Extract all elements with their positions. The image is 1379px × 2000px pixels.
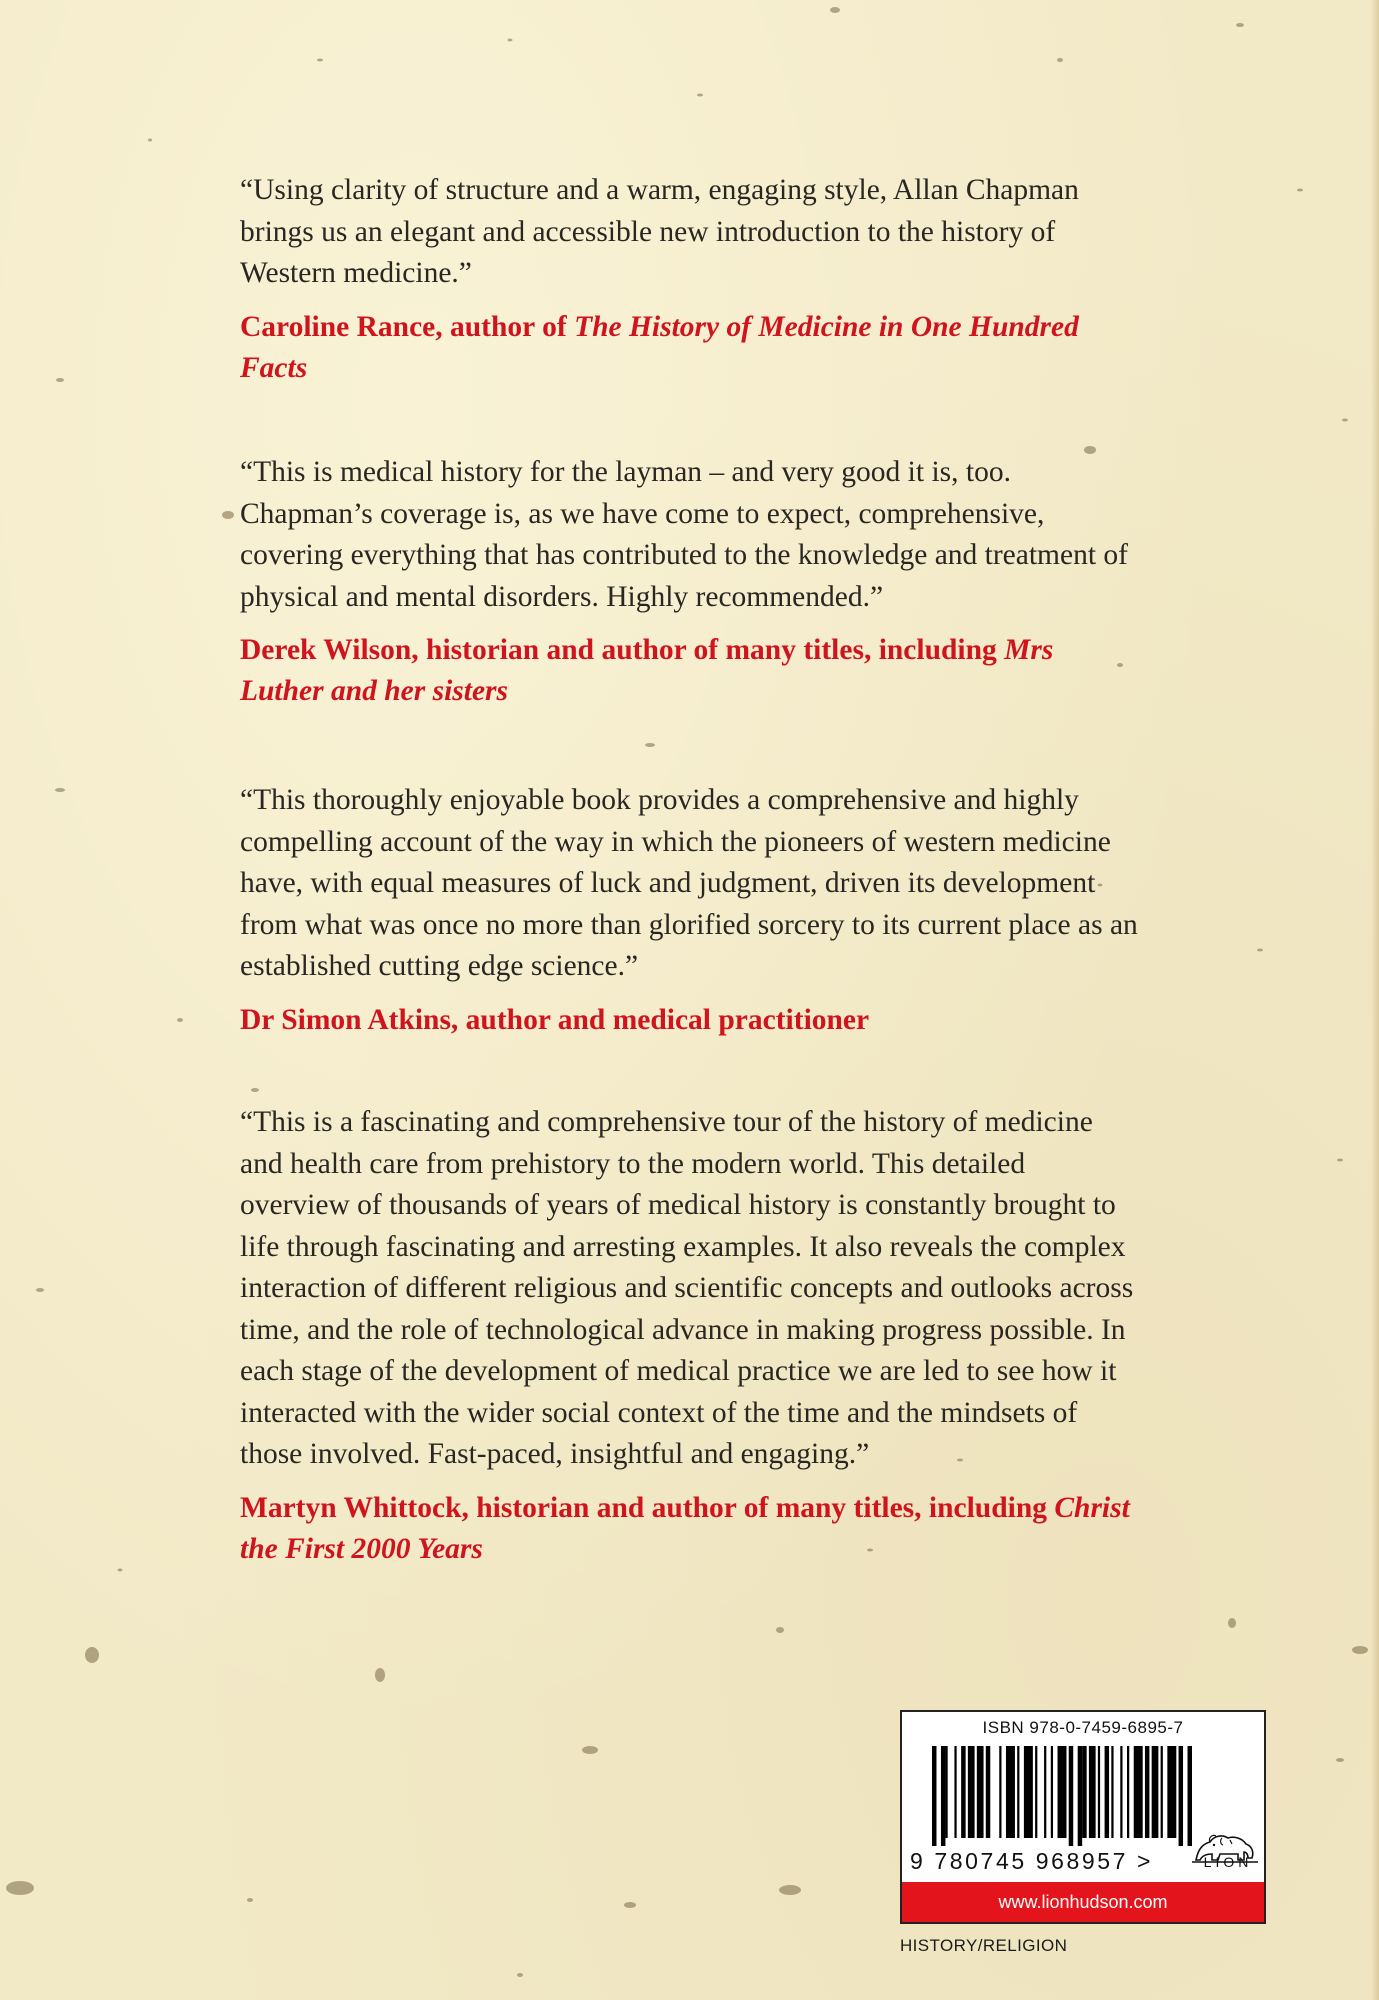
review-attribution bbox=[240, 630, 1140, 712]
review-item bbox=[240, 780, 1140, 1041]
publisher-logo-text: LION bbox=[1203, 1854, 1253, 1870]
review-book-title: The History of Medicine in One Hundred Facts bbox=[240, 310, 1079, 384]
review-quote: “This is a fascinating and comprehensive tour of the history of medicine and health care from prehistory to the modern world. This detailed overview of thousands of years of medical history is constantly brought to life through fascinating and arresting examples. It also reveals the complex interaction of different religious and scientific concepts and outlooks across time, and the role of technological advance in making progress possible. In each stage of the development of medical practice we are led to see how it interacted with the wider social context of the time and the mindsets of those involved. Fast-paced, insightful and engaging.” bbox=[240, 1106, 1134, 1470]
publisher-url[interactable]: www.lionhudson.com bbox=[902, 1882, 1264, 1922]
isbn-label: ISBN 978-0-7459-6895-7 bbox=[982, 1718, 1184, 1737]
review-author: Derek Wilson, historian and author of many titles, including bbox=[240, 634, 1005, 666]
category-label: HISTORY/RELIGION bbox=[900, 1936, 1068, 1955]
review-item bbox=[240, 452, 1140, 712]
review-quote: “This thoroughly enjoyable book provides a comprehensive and highly compelling account of the way in which the pioneers of western medicine have, with equal measures of luck and judgment, driven its development from what was once no more than glorified sorcery to its current place as an established cutting edge science.” bbox=[240, 784, 1138, 982]
barcode-panel bbox=[900, 1710, 1266, 1924]
spine-edge bbox=[1371, 0, 1379, 2000]
barcode-digits: 9 780745 968957 > bbox=[910, 1848, 1154, 1874]
review-author: Caroline Rance, author of bbox=[240, 310, 575, 343]
review-item bbox=[240, 170, 1140, 389]
review-attribution bbox=[240, 307, 1140, 389]
barcode-bars bbox=[932, 1746, 1192, 1846]
review-quote: “Using clarity of structure and a warm, engaging style, Allan Chapman brings us an elegant and accessible new introduction to the history of Western medicine.” bbox=[240, 174, 1079, 289]
review-item bbox=[240, 1102, 1140, 1570]
review-author: Martyn Whittock, historian and author of many titles, including bbox=[240, 1491, 1055, 1524]
review-attribution bbox=[240, 1000, 1140, 1041]
review-book-title: Christ the First 2000 Years bbox=[240, 1491, 1130, 1565]
review-quote: “This is medical history for the layman – and very good it is, too. Chapman’s coverage is, as we have come to expect, comprehensive, covering everything that has contributed to the knowledge and treatment of physical and mental disorders. Highly recommended.” bbox=[240, 456, 1128, 613]
review-book-title: Mrs Luther and her sisters bbox=[240, 634, 1054, 707]
review-attribution bbox=[240, 1488, 1140, 1570]
review-author: Dr Simon Atkins, author and medical practitioner bbox=[240, 1003, 870, 1036]
